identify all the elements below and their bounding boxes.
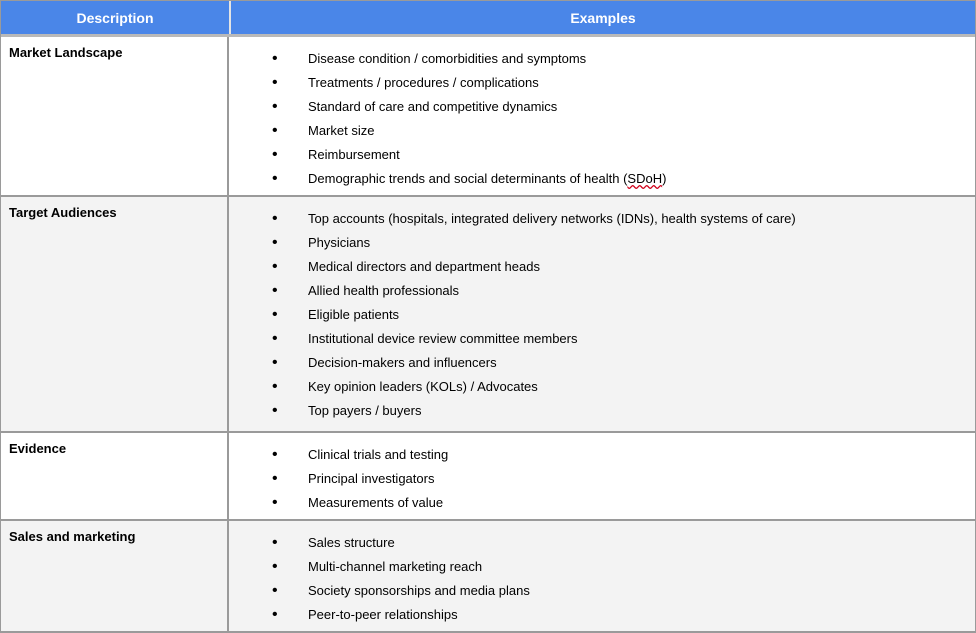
row-description: Market Landscape — [1, 37, 229, 195]
list-item: • Clinical trials and testing — [272, 446, 449, 463]
spellcheck-word: SDoH — [627, 171, 663, 186]
list-item: • Standard of care and competitive dynamics — [272, 98, 558, 115]
list-item: • Physicians — [272, 234, 371, 251]
header-description: Description — [1, 1, 231, 34]
table-row-market-landscape — [1, 37, 975, 197]
list-item: • Disease condition / comorbidities and symptoms — [272, 50, 587, 67]
row-description: Target Audiences — [1, 197, 229, 431]
list-item: • Eligible patients — [272, 306, 400, 323]
list-item: • Treatments / procedures / complications — [272, 74, 539, 91]
row-examples — [229, 197, 975, 431]
list-item: • Medical directors and department heads — [272, 258, 540, 275]
list-item: • Decision-makers and influencers — [272, 354, 497, 371]
list-item: • Sales structure — [272, 534, 395, 551]
table-row-evidence — [1, 433, 975, 521]
table-header — [1, 1, 975, 37]
list-item: • Allied health professionals — [272, 282, 460, 299]
list-item: • Key opinion leaders (KOLs) / Advocates — [272, 378, 538, 395]
list-item: • Society sponsorships and media plans — [272, 582, 530, 599]
list-item: • Institutional device review committee members — [272, 330, 578, 347]
table-row-sales-and-marketing — [1, 521, 975, 633]
row-examples — [229, 37, 975, 195]
list-item: • Peer-to-peer relationships — [272, 606, 458, 623]
list-item: • Reimbursement — [272, 146, 400, 163]
list-item: • Principal investigators — [272, 470, 435, 487]
list-item: • Top accounts (hospitals, integrated delivery networks (IDNs), health systems of care) — [272, 210, 796, 227]
list-item: • Multi-channel marketing reach — [272, 558, 483, 575]
table-row-target-audiences — [1, 197, 975, 433]
list-item: • Measurements of value — [272, 494, 444, 511]
list-item: • Demographic trends and social determinants of health (SDoH) — [272, 170, 667, 187]
header-examples: Examples — [570, 9, 636, 26]
list-item: • Top payers / buyers — [272, 402, 422, 419]
row-description: Evidence — [1, 433, 229, 519]
row-examples — [229, 521, 975, 631]
row-description: Sales and marketing — [1, 521, 229, 631]
list-item: • Market size — [272, 122, 375, 139]
row-examples — [229, 433, 975, 519]
